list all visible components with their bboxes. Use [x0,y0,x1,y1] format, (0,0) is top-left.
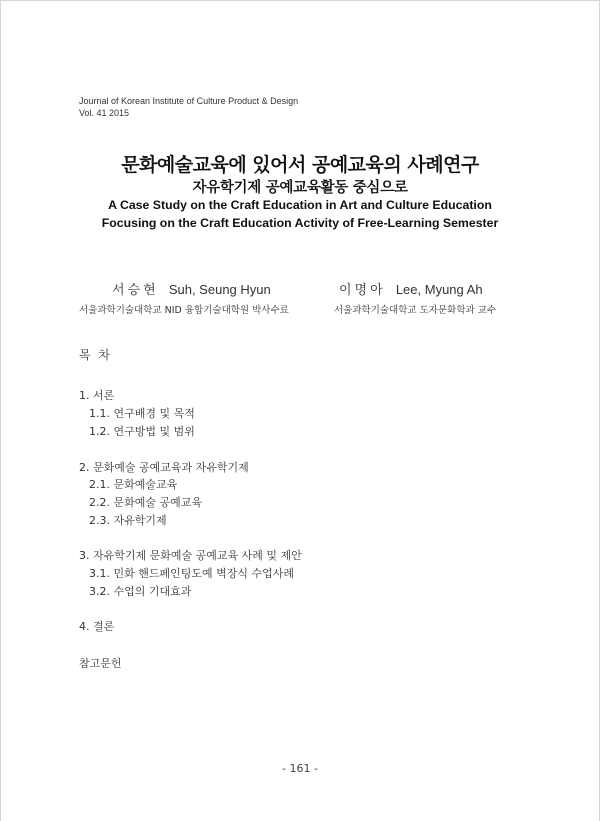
author-2 [339,279,483,298]
journal-header [79,95,298,119]
toc-heading: 목 차 [79,348,112,362]
page-border-left [0,0,1,821]
toc-item-1-1: 1.1. 연구배경 및 목적 [89,407,195,420]
author-2-name-en: Lee, Myung Ah [395,282,483,297]
toc-item-2-1: 2.1. 문화예술교육 [89,478,178,491]
toc-item-references: 참고문헌 [79,657,122,670]
author-1 [112,279,271,298]
author-2-name-ko: 이명아 [339,283,386,298]
toc-item-1-2: 1.2. 연구방법 및 범위 [89,425,195,438]
journal-volume: Vol. 41 2015 [79,108,130,118]
title-english-line2: Focusing on the Craft Education Activity of Free-Learning Semester [101,216,499,230]
toc-item-2-3: 2.3. 자유학기제 [89,514,167,527]
toc-item-3: 3. 자유학기제 문화예술 공예교육 사례 및 제안 [79,549,302,562]
author-1-name-ko: 서승현 [112,283,159,298]
toc-item-2: 2. 문화예술 공예교육과 자유학기제 [79,461,249,474]
toc-item-3-2: 3.2. 수업의 기대효과 [89,585,192,598]
title-korean: 문화예술교육에 있어서 공예교육의 사례연구 [121,154,479,176]
title-english-line1: A Case Study on the Craft Education in Art and Culture Education [108,198,492,212]
subtitle-korean: 자유학기제 공예교육활동 중심으로 [192,180,408,196]
author-2-affiliation: 서울과학기술대학교 도자문화학과 교수 [334,305,497,316]
toc-item-4: 4. 결론 [79,620,115,633]
toc-item-1: 1. 서론 [79,389,115,402]
author-1-affiliation: 서울과학기술대학교 NID 융합기술대학원 박사수료 [79,305,289,316]
author-1-name-en: Suh, Seung Hyun [168,282,271,297]
page-border-top [0,0,600,1]
journal-name: Journal of Korean Institute of Culture Product & Design [79,96,299,106]
page-number: - 161 - [282,762,318,775]
toc-item-3-1: 3.1. 민화 핸드페인팅도예 벽장식 수업사례 [89,567,294,580]
toc-item-2-2: 2.2. 문화예술 공예교육 [89,496,202,509]
